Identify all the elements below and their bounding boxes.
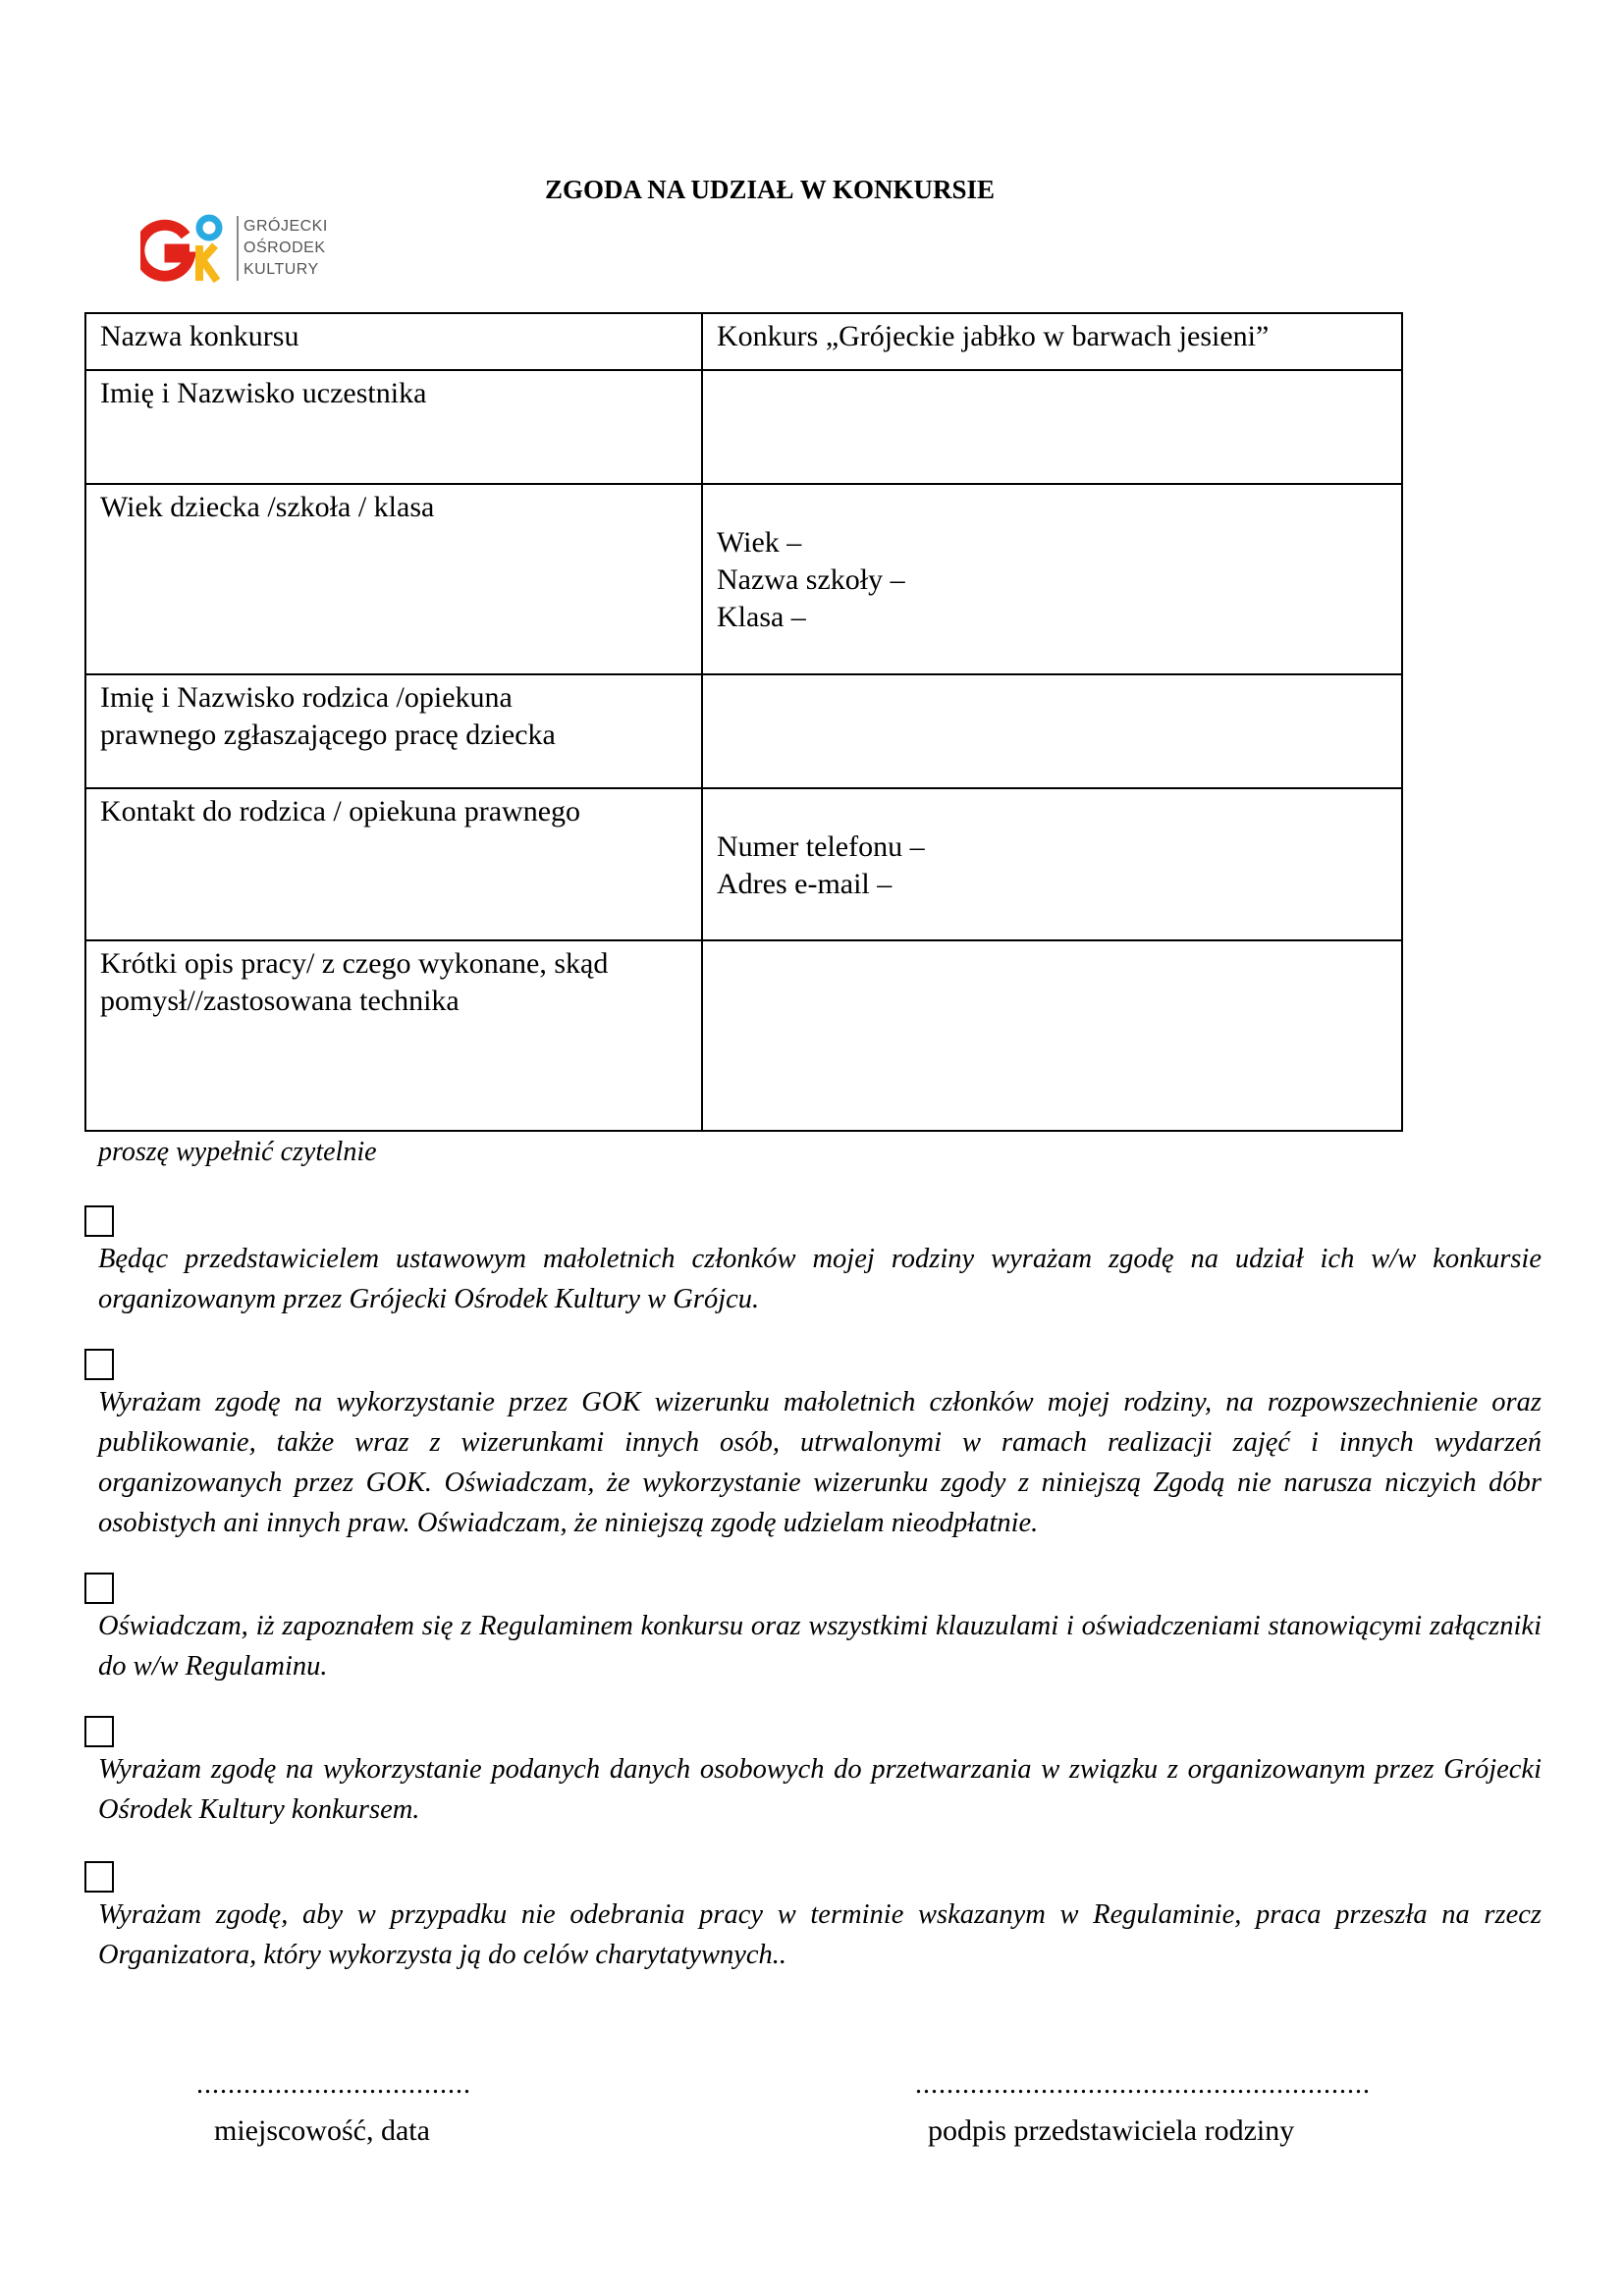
label-child-age-school-class: Wiek dziecka /szkoła / klasa — [85, 484, 702, 674]
field-work-description[interactable] — [702, 940, 1402, 1131]
consent-charity-checkbox[interactable] — [84, 1861, 114, 1893]
label-work-description — [85, 940, 702, 1131]
label-parent-name — [85, 674, 702, 788]
label-line: prawnego zgłaszającego pracę dziecka — [100, 719, 556, 751]
table-row — [85, 940, 1402, 1131]
logo-line-1: GRÓJECKI — [244, 218, 328, 235]
consent-participation-checkbox[interactable] — [84, 1205, 114, 1237]
gok-logo-mark — [140, 214, 235, 283]
table-row — [85, 484, 1402, 674]
clause-text: Oświadczam, iż zapoznałem się z Regulaminem konkursu oraz wszystkimi klauzulami i oświadczeniami stanowiącymi załączniki do w/w Regulaminu. — [98, 1611, 1542, 1682]
class-field-label: Klasa – — [717, 601, 806, 633]
field-parent-name[interactable] — [702, 674, 1402, 788]
page-title: ZGODA NA UDZIAŁ W KONKURSIE — [544, 175, 996, 204]
table-row — [85, 674, 1402, 788]
label-contest-name: Nazwa konkursu — [85, 313, 702, 370]
clause-text: Wyrażam zgodę, aby w przypadku nie odebrania pracy w terminie wskazanym w Regulaminie, praca przeszła na rzecz Organizatora, który wykorzysta ją do celów charytatywnych.. — [98, 1899, 1542, 1970]
school-field-label: Nazwa szkoły – — [717, 563, 905, 596]
logo-line-2: OŚRODEK — [244, 240, 326, 256]
label-parent-contact: Kontakt do rodzica / opiekuna prawnego — [85, 788, 702, 940]
field-parent-contact[interactable] — [702, 788, 1402, 940]
label-participant-name: Imię i Nazwisko uczestnika — [85, 370, 702, 484]
consent-regulations-checkbox[interactable] — [84, 1573, 114, 1604]
label-line: pomysł//zastosowana technika — [100, 985, 460, 1017]
consent-charity-clause — [84, 1895, 1542, 1975]
entry-form-table — [84, 312, 1403, 1132]
value-contest-name: Konkurs „Grójeckie jabłko w barwach jesieni” — [702, 313, 1402, 370]
consent-personal-data-checkbox[interactable] — [84, 1716, 114, 1747]
logo-wordmark — [237, 216, 328, 281]
field-child-age-school-class[interactable] — [702, 484, 1402, 674]
fill-legibly-note: proszę wypełnić czytelnie — [98, 1137, 377, 1167]
phone-field-label: Numer telefonu – — [717, 830, 925, 863]
place-date-line: ................................... — [196, 2069, 471, 2100]
age-field-label: Wiek – — [717, 526, 802, 559]
consent-image-clause — [84, 1382, 1542, 1543]
consent-regulations-clause — [84, 1606, 1542, 1686]
field-participant-name[interactable] — [702, 370, 1402, 484]
gok-logo — [140, 214, 337, 283]
signature-label: podpis przedstawiciela rodziny — [928, 2114, 1295, 2147]
consent-image-checkbox[interactable] — [84, 1349, 114, 1380]
label-line: Krótki opis pracy/ z czego wykonane, skąd — [100, 947, 609, 980]
signature-line: .......................................................... — [915, 2069, 1371, 2100]
email-field-label: Adres e-mail – — [717, 868, 893, 900]
clause-text: Wyrażam zgodę na wykorzystanie podanych danych osobowych do przetwarzania w związku z organizowanym przez Grójecki Ośrodek Kultury konkursem. — [98, 1754, 1542, 1825]
clause-text: Będąc przedstawicielem ustawowym małoletnich członków mojej rodziny wyrażam zgodę na udział ich w/w konkursie organizowanym przez Grójecki Ośrodek Kultury w Grójcu. — [98, 1244, 1542, 1314]
consent-participation-clause — [84, 1239, 1542, 1319]
consent-personal-data-clause — [84, 1749, 1542, 1830]
table-row — [85, 788, 1402, 940]
logo-line-3: KULTURY — [244, 261, 319, 278]
table-row — [85, 313, 1402, 370]
label-line: Imię i Nazwisko rodzica /opiekuna — [100, 681, 513, 714]
table-row — [85, 370, 1402, 484]
place-date-label: miejscowość, data — [214, 2114, 430, 2147]
clause-text: Wyrażam zgodę na wykorzystanie przez GOK wizerunku małoletnich członków mojej rodziny, na rozpowszechnienie oraz publikowanie, także wraz z wizerunkami innych osób, utrwalonymi w ramach realizacji zajęć i innych wydarzeń organizowanych przez GOK. Oświadczam, że wykorzystanie wizerunku zgody z niniejszą Zgodą nie narusza niczyich dóbr osobistych ani innych praw. Oświadczam, że niniejszą zgodę udzielam nieodpłatnie. — [98, 1387, 1542, 1538]
